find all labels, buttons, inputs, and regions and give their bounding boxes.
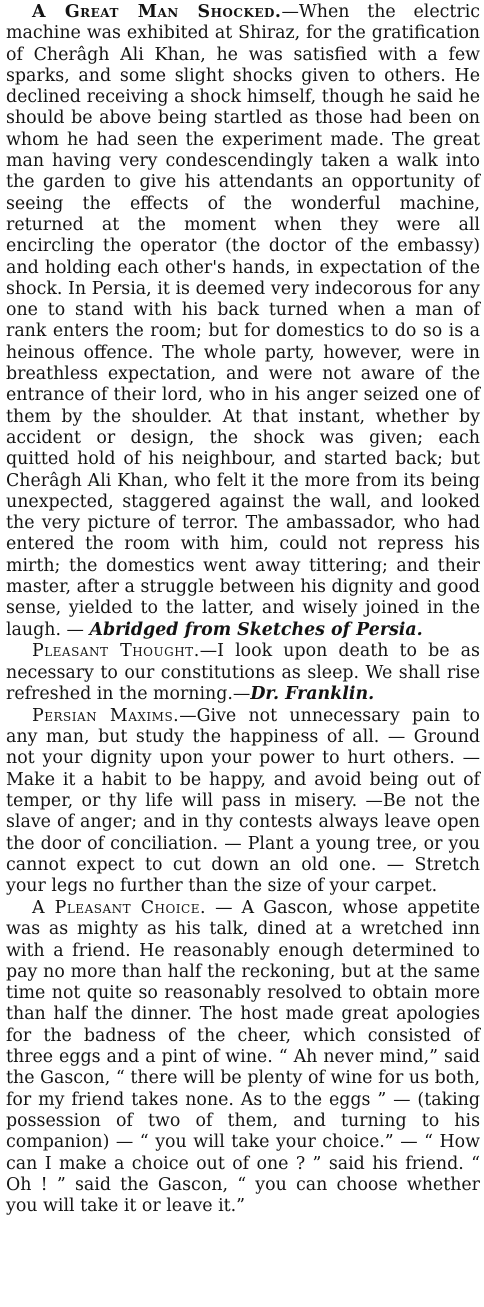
article-pleasant-choice [6,898,480,1217]
article-attribution: Dr. Franklin. [250,684,375,704]
article-body: — A Gascon, whose appetite was as mighty as his talk, dined at a wretched inn with a friend. He reasonably enough determined to pay no more than half the reckoning, but at the same time not quite so reasonably resolved to obtain more than half the dinner. The host made great apologies for the badness of the cheer, which consisted of three eggs and a pint of wine. “ Ah never mind,” said the Gascon, “ there will be plenty of wine for us both, for my friend takes none. As to the eggs ” — (taking possession of two of them, and turning to his companion) — “ you will take your choice.” — “ How can I make a choice out of one ? ” said his friend. “ Oh ! ” said the Gascon, “ you can choose whether you will take it or leave it.” [6,897,480,1217]
article-persian-maxims [6,706,480,898]
article-great-man-shocked [6,2,480,641]
article-heading: Pleasant Thought. [32,641,200,662]
article-heading: A Pleasant Choice. [32,897,207,918]
article-heading: Persian Maxims. [32,705,180,726]
article-body: —When the electric machine was exhibited at Shiraz, for the gratification of Cherâgh Ali Khan, he was satisfied with a few sparks, and some slight shocks given to others. He declined receiving a shock himself, though he said he should be above being startled as those had been on whom he had seen the experiment made. The great man having very condescendingly taken a walk into the garden to give his attendants an opportunity of seeing the effects of the wonderful machine, returned at the moment when they were all encircling the operator (the doctor of the embassy) and holding each other's hands, in expectation of the shock. In Persia, it is deemed very indecorous for any one to stand with his back turned when a man of rank enters the room; but for domestics to do so is a heinous offence. The whole party, however, were in breathless expectation, and were not aware of the entrance of their lord, who in his anger seized one of them by the shoulder. At that instant, whether by accident or design, the shock was given; each quitted hold of his neighbour, and started back; but Cherâgh Ali Khan, who felt it the more from its being unexpected, staggered against the wall, and looked the very picture of terror. The ambassador, who had entered the room with him, could not repress his mirth; the domestics went away tittering; and their master, after a struggle between his dignity and good sense, yielded to the latter, and wisely joined in the laugh. — [6,2,480,640]
article-body: —I look upon death to be as necessary to our constitutions as sleep. We shall rise refreshed in the morning.— [6,641,480,704]
article-attribution: Abridged from Sketches of Persia. [89,619,423,640]
article-heading: A Great Man Shocked. [32,2,282,22]
article-body: —Give not unnecessary pain to any man, but study the happiness of all. — Ground not your dignity upon your power to hurt others. — Make it a habit to be happy, and avoid being out of temper, or thy life will pass in misery. —Be not the slave of anger; and in thy contests always leave open the door of conciliation. — Plant a young tree, or you cannot expect to cut down an old one. — Stretch your legs no further than the size of your carpet. [6,705,481,897]
article-pleasant-thought [6,641,480,705]
